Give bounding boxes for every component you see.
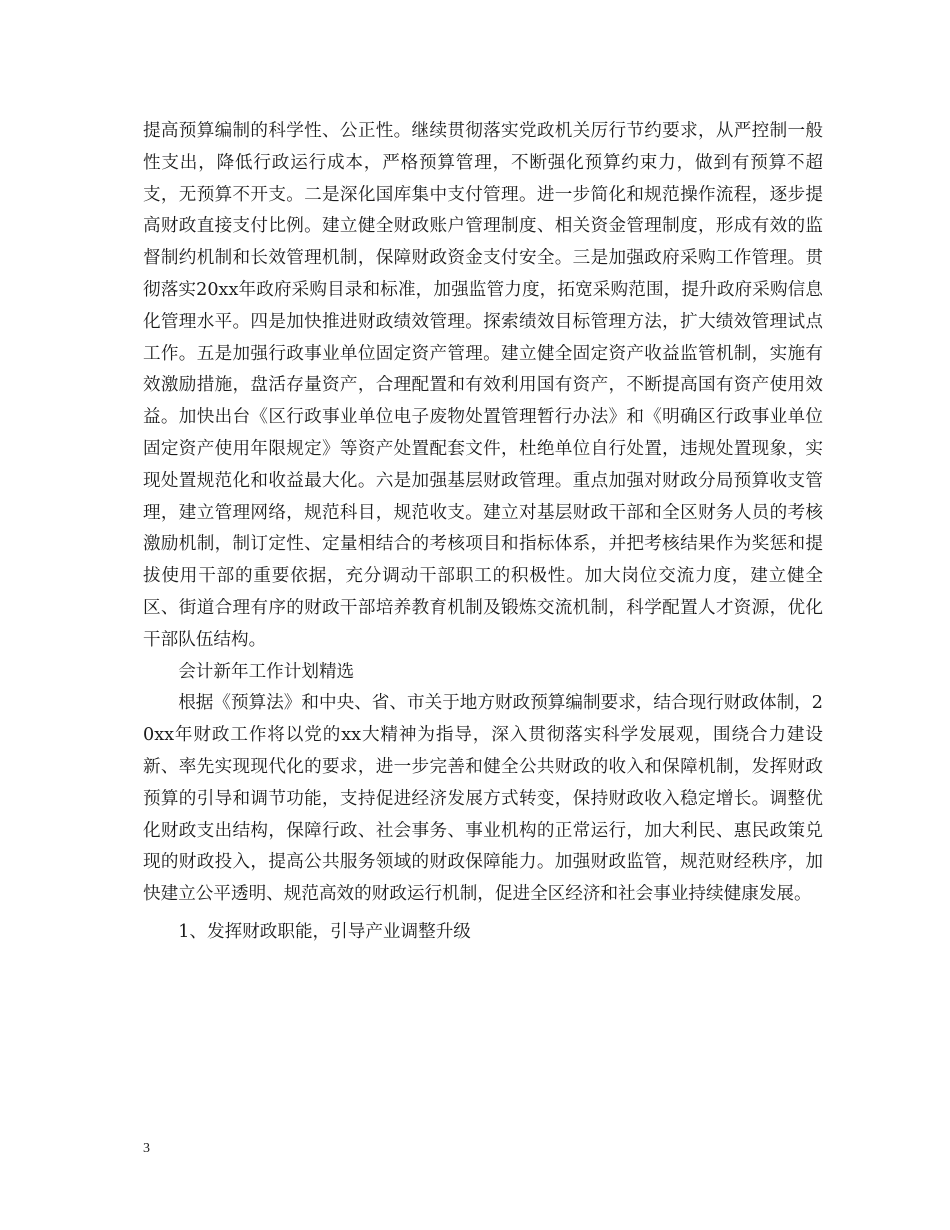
section-title: 会计新年工作计划精选 [178,661,355,682]
body-paragraph-continued: 提高预算编制的科学性、公正性。继续贯彻落实党政机关厉行节约要求，从严控制一般性支出，降低行政运行成本，严格预算管理，不断强化预算约束力，做到有预算不超支，无预算不开支。二是深化国库集中支付管理。进一步简化和规范操作流程，逐步提高财政直接支付比例。建立健全财政账户管理制度、相关资金管理制度，形成有效的监督制约机制和长效管理机制，保障财政资金支付安全。三是加强政府采购工作管理。贯彻落实20xx年政府采购目录和标准，加强监管力度，拓宽采购范围，提升政府采购信息化管理水平。四是加快推进财政绩效管理。探索绩效目标管理方法，扩大绩效管理试点工作。五是加强行政事业单位固定资产管理。建立健全固定资产收益监管机制，实施有效激励措施，盘活存量资产，合理配置和有效利用国有资产，不断提高国有资产使用效益。加快出台《区行政事业单位电子废物处置管理暂行办法》和《明确区行政事业单位固定资产使用年限规定》等资产处置配套文件，杜绝单位自行处置，违规处置现象，实现处置规范化和收益最大化。六是加强基层财政管理。重点加强对财政分局预算收支管理，建立管理网络，规范科目，规范收支。建立对基层财政干部和全区财务人员的考核激励机制，制订定性、定量相结合的考核项目和指标体系，并把考核结果作为奖惩和提拔使用干部的重要依据，充分调动干部职工的积极性。加大岗位交流力度，建立健全区、街道合理有序的财政干部培养教育机制及锻炼交流机制，科学配置人才资源，优化干部队伍结构。 [143,121,823,650]
page-number: 3 [143,1141,150,1156]
subheading-item-1: 1、发挥财政职能，引导产业调整升级 [178,921,471,942]
body-paragraph-intro: 根据《预算法》和中央、省、市关于地方财政预算编制要求，结合现行财政体制，20xx年财政工作将以党的xx大精神为指导，深入贯彻落实科学发展观，围绕合力建设新、率先实现现代化的要求，进一步完善和健全公共财政的收入和保障机制，发挥财政预算的引导和调节功能，支持促进经济发展方式转变，保持财政收入稳定增长。调整优化财政支出结构，保障行政、社会事务、事业机构的正常运行，加大利民、惠民政策兑现的财政投入，提高公共服务领域的财政保障能力。加强财政监管，规范财经秩序，加快建立公平透明、规范高效的财政运行机制，促进全区经济和社会事业持续健康发展。 [143,693,823,905]
document-body [143,116,823,949]
